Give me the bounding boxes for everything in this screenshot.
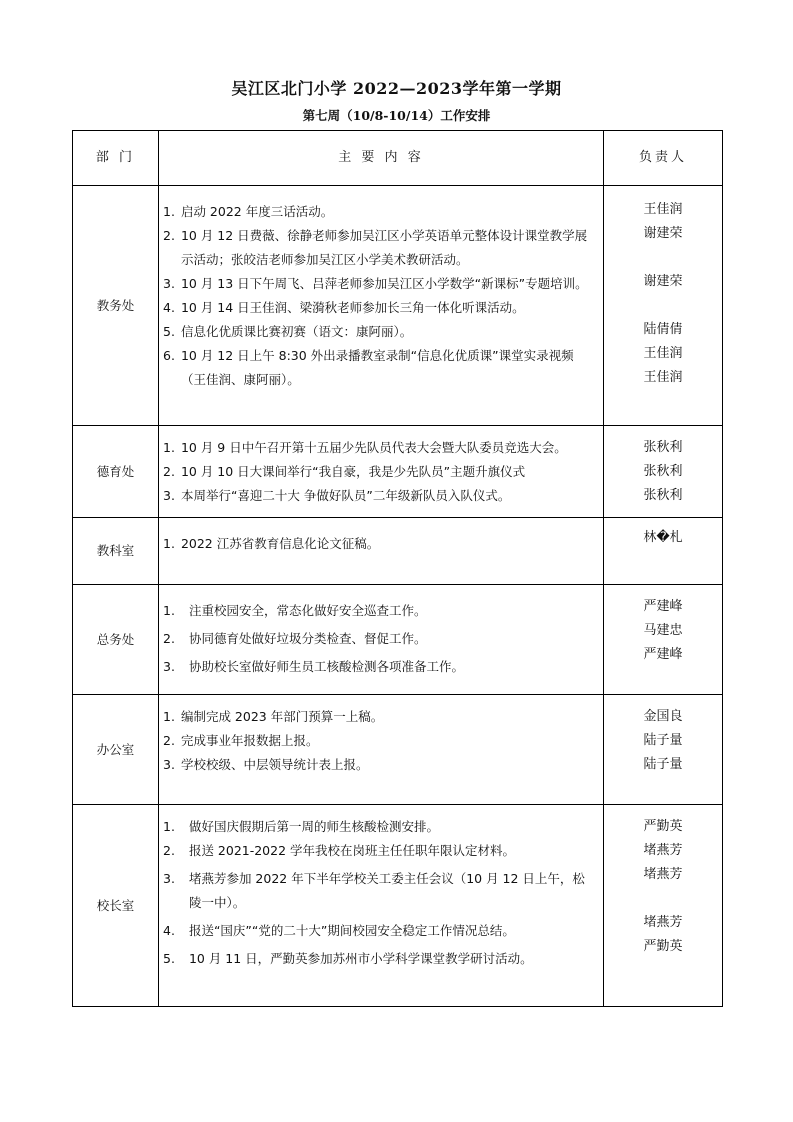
list-item xyxy=(163,919,597,943)
list-item xyxy=(163,200,597,224)
item-number: 3. xyxy=(163,659,175,674)
item-number: 1. xyxy=(163,204,175,219)
page-title: 吴江区北门小学 2022—2023学年第一学期 xyxy=(231,79,562,98)
person-name: 谢建荣 xyxy=(643,226,683,241)
content-cell xyxy=(159,585,604,695)
item-number: 4. xyxy=(163,300,175,315)
table-row xyxy=(73,426,723,518)
page-subtitle: 第七周（10/8-10/14）工作安排 xyxy=(302,108,491,123)
item-text: 注重校园安全，常态化做好安全巡查工作。 xyxy=(188,603,427,618)
item-number: 5. xyxy=(163,951,175,966)
list-item xyxy=(163,753,597,777)
content-cell xyxy=(159,426,604,518)
item-text: 完成事业年报数据上报。 xyxy=(180,733,319,748)
person-cell xyxy=(604,518,723,585)
person-name: 王佳润 xyxy=(643,346,683,361)
item-number: 4. xyxy=(163,923,175,938)
item-number: 2. xyxy=(163,228,175,243)
item-number: 3. xyxy=(163,757,175,772)
header-content: 主 要 内 容 xyxy=(159,131,604,186)
person-name: 严建峰 xyxy=(643,599,683,614)
person-name: 陆子量 xyxy=(643,757,683,772)
table-row xyxy=(73,518,723,585)
item-text: 堵燕芳参加 2022 年下半年学校关工委主任会议（10 月 12 日上午，松陵一中）。 xyxy=(188,871,585,910)
dept-cell: 教科室 xyxy=(73,518,159,585)
item-text: 报送 2021-2022 学年我校在岗班主任任职年限认定材料。 xyxy=(188,843,516,858)
item-number: 2. xyxy=(163,631,175,646)
item-text: 编制完成 2023 年部门预算一上稿。 xyxy=(180,709,384,724)
person-name: 陆子量 xyxy=(643,733,683,748)
item-number: 1. xyxy=(163,819,175,834)
content-cell xyxy=(159,695,604,805)
person-name: 王佳润 xyxy=(643,370,683,385)
item-text: 本周举行“喜迎二十大 争做好队员”二年级新队员入队仪式。 xyxy=(180,488,511,503)
table-row xyxy=(73,805,723,1007)
person-name: 谢建荣 xyxy=(643,274,683,289)
item-number: 5. xyxy=(163,324,175,339)
item-number: 2. xyxy=(163,464,175,479)
item-text: 10 月 10 日大课间举行“我自豪，我是少先队员”主题升旗仪式 xyxy=(180,464,526,479)
list-item xyxy=(163,344,597,392)
item-number: 2. xyxy=(163,733,175,748)
item-text: 协助校长室做好师生员工核酸检测各项准备工作。 xyxy=(188,659,464,674)
person-cell xyxy=(604,695,723,805)
item-text: 协同德育处做好垃圾分类检查、督促工作。 xyxy=(188,631,427,646)
item-text: 10 月 12 日上午 8:30 外出录播教室录制“信息化优质课”课堂实录视频（王佳润、康阿丽）。 xyxy=(180,348,574,387)
item-number: 1. xyxy=(163,709,175,724)
person-spacer xyxy=(604,294,722,318)
person-name: 马建忠 xyxy=(643,623,683,638)
content-cell xyxy=(159,186,604,426)
schedule-table xyxy=(72,130,723,1007)
person-name: 堵燕芳 xyxy=(643,843,683,858)
dept-cell: 教务处 xyxy=(73,186,159,426)
item-text: 2022 江苏省教育信息化论文征稿。 xyxy=(180,536,380,551)
person-cell xyxy=(604,426,723,518)
person-name: 金国良 xyxy=(643,709,683,724)
header-person: 负责人 xyxy=(604,131,723,186)
list-item xyxy=(163,532,597,556)
item-text: 10 月 13 日下午周飞、吕萍老师参加吴江区小学数学“新课标”专题培训。 xyxy=(180,276,588,291)
table-row xyxy=(73,585,723,695)
person-name: 张秋利 xyxy=(643,440,683,455)
table-header-row xyxy=(73,131,723,186)
list-item xyxy=(163,436,597,460)
person-name: 严建峰 xyxy=(643,647,683,662)
content-cell xyxy=(159,805,604,1007)
list-item xyxy=(163,815,597,839)
table-row xyxy=(73,695,723,805)
dept-cell: 校长室 xyxy=(73,805,159,1007)
list-item xyxy=(163,460,597,484)
item-number: 3. xyxy=(163,276,175,291)
list-item xyxy=(163,867,597,915)
item-text: 启动 2022 年度三话活动。 xyxy=(180,204,334,219)
list-item xyxy=(163,484,597,508)
person-name: 林�札 xyxy=(643,530,683,545)
item-text: 信息化优质课比赛初赛（语文：康阿丽）。 xyxy=(180,324,413,339)
item-text: 10 月 9 日中午召开第十五届少先队员代表大会暨大队委员竞选大会。 xyxy=(180,440,567,455)
item-text: 做好国庆假期后第一周的师生核酸检测安排。 xyxy=(188,819,439,834)
person-name: 王佳润 xyxy=(643,202,683,217)
dept-cell: 办公室 xyxy=(73,695,159,805)
person-name: 严勤英 xyxy=(643,819,683,834)
list-item xyxy=(163,705,597,729)
item-text: 报送“国庆”“党的二十大”期间校园安全稳定工作情况总结。 xyxy=(188,923,515,938)
header-dept: 部 门 xyxy=(73,131,159,186)
person-name: 堵燕芳 xyxy=(643,867,683,882)
person-spacer xyxy=(604,246,722,270)
item-number: 3. xyxy=(163,488,175,503)
item-number: 3. xyxy=(163,871,175,886)
list-item xyxy=(163,320,597,344)
person-name: 严勤英 xyxy=(643,939,683,954)
content-cell xyxy=(159,518,604,585)
dept-cell: 德育处 xyxy=(73,426,159,518)
list-item xyxy=(163,296,597,320)
item-text: 10 月 14 日王佳润、梁漪秋老师参加长三角一体化听课活动。 xyxy=(180,300,525,315)
item-number: 1. xyxy=(163,603,175,618)
item-number: 2. xyxy=(163,843,175,858)
person-spacer xyxy=(604,887,722,911)
dept-cell: 总务处 xyxy=(73,585,159,695)
person-name: 张秋利 xyxy=(643,488,683,503)
list-item xyxy=(163,272,597,296)
item-number: 1. xyxy=(163,536,175,551)
person-name: 陆倩倩 xyxy=(643,322,683,337)
person-cell xyxy=(604,186,723,426)
person-cell xyxy=(604,585,723,695)
list-item xyxy=(163,839,597,863)
list-item xyxy=(163,947,597,971)
item-number: 1. xyxy=(163,440,175,455)
item-text: 10 月 12 日费薇、徐静老师参加吴江区小学英语单元整体设计课堂教学展示活动；张皎洁老师参加吴江区小学美术教研活动。 xyxy=(180,228,588,267)
person-cell xyxy=(604,805,723,1007)
table-row xyxy=(73,186,723,426)
person-name: 张秋利 xyxy=(643,464,683,479)
item-number: 6. xyxy=(163,348,175,363)
list-item xyxy=(163,224,597,272)
list-item xyxy=(163,729,597,753)
list-item xyxy=(163,597,597,625)
list-item xyxy=(163,653,597,681)
item-text: 学校校级、中层领导统计表上报。 xyxy=(180,757,369,772)
list-item xyxy=(163,625,597,653)
person-name: 堵燕芳 xyxy=(643,915,683,930)
item-text: 10 月 11 日，严勤英参加苏州市小学科学课堂教学研讨活动。 xyxy=(188,951,533,966)
